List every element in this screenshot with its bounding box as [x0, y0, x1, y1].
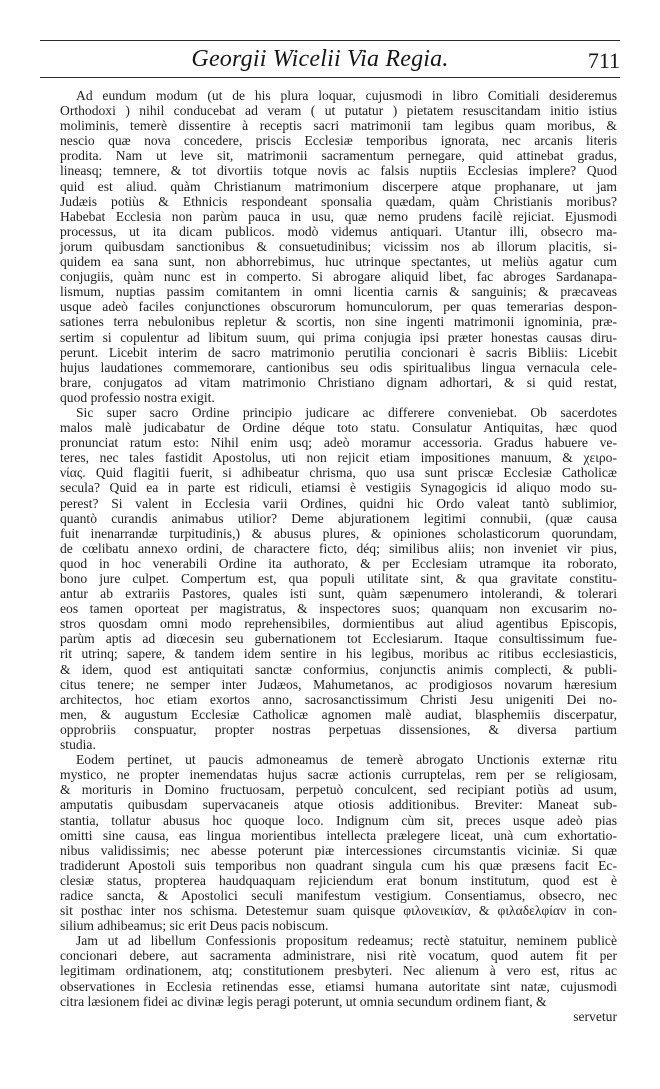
text-line: architectos, hoc etiam exortos anno, sacrosanctissimum Christi Jesu unigeniti Dei no- [60, 691, 617, 707]
text-line: Judæis potiùs & Ethnicis respondeant sponsalia quædam, quàm Christianis moribus? [60, 193, 617, 209]
text-line: citra læsionem fidei ac divinæ legis peragi poterunt, ut omnia secundum ordinem fiant, & [60, 993, 547, 1009]
text-line: perest? Si valent in Ecclesia varii Ordines, quidni hic Ordo valeat tantò sublimior, [60, 495, 617, 511]
text-line: antur ab extrariis Pastores, quales isti sunt, quàm sæpenumero intolerandi, & tolerari [60, 586, 617, 602]
text-line: nibus validissimis; nec abesse poterunt piæ intercessiones circumstantis viciniæ. Si quæ [60, 842, 617, 858]
text-line: concionari debere, aut sacramenta administrare, nisi ritè vocatum, quod autem fit per [60, 948, 617, 964]
body-text [44, 88, 617, 1024]
text-line: perunt. Licebit interim de sacro matrimonio perutilia concionari è sacris Bibliis: Licebit [60, 344, 617, 360]
text-line: nescio quæ nova concedere, priscis Ecclesiæ temporibus ignorata, nec arcanis literis [60, 133, 617, 149]
text-line: studia. [60, 737, 96, 753]
text-line: jorum quibusdam sanctionibus & consuetudinibus; vicissim nos ab illorum placitis, si- [60, 238, 617, 254]
text-line: stros quosdam omni modo reprehensibiles, dormientibus aut aliud agentibus Episcopis, [60, 616, 617, 632]
text-line: & idem, quod est antiquitati sanctæ conformius, conjunctis animis complecti, & publi- [60, 661, 617, 677]
text-line: & morituris in Domino fructuosam, perpetuò conculcent, sed recipiant potiùs ad usum, [60, 782, 617, 798]
text-line: rit utrinq; sapere, & tandem idem sentire in his legibus, moribus ac ritibus ecclesiasticis, [60, 646, 617, 662]
text-line: silium adhibeamus; sic erit Deus pacis nobiscum. [60, 918, 329, 934]
text-line: omitti sine causa, eas lingua morientibus intellecta prælegere liceat, unà cum exhortatio- [60, 827, 617, 843]
header-bottom-rule [40, 77, 620, 78]
text-line: legitimam ordinationem, atq; constitutionem presbyteri. Nec alienum à vero est, ritus ac [60, 963, 617, 979]
text-line: Ad eundum modum (ut de his plura loquar, cujusmodi in libro Comitiali desideremus [76, 88, 617, 103]
text-line: stantia, tollatur abusus hoc quoque loco. Indignum cùm sit, preces usque adeò pias [60, 812, 617, 828]
text-line: Habebat Ecclesia non parùm pauca in usu, quæ nemo prudens facilè rejiciat. Ejusmodi [60, 208, 617, 224]
text-line: sit posthac inter nos schisma. Detestemur suam quisque φιλονεικίαν, & φιλαδελφίαν in con- [60, 903, 617, 919]
text-line: men, & augustum Ecclesiæ Catholicæ agnomen malè audiat, blasphemiis discerpatur, [60, 706, 617, 722]
text-line: tradiderunt Apostoli suis temporibus non quadrant singula cum his quæ præsens facit Ec- [60, 857, 617, 873]
text-line: usque adeò faciles conjunctiones obscurorum homunculorum, per quas temerarias despon- [60, 299, 617, 315]
paragraph-confession [44, 933, 617, 1008]
text-line: quid est aliud. quàm Christianum matrimonium discerpere atque prophanare, ut jam [60, 178, 617, 194]
text-line: radice sancta, & Apostolici seculi manifestum vestigium. Consentiamus, obsecro, nec [60, 887, 617, 903]
header-top-rule [40, 40, 620, 41]
text-line: νίας. Quid flagitii fuerit, si adhibeatur chrisma, quo usa sunt priscæ Ecclesiæ Catholicæ [60, 465, 617, 481]
text-line: de cœlibatu annexo ordini, de charactere ficto, déq; similibus aliis; non inveniet vir pius, [60, 540, 617, 556]
text-line: sationes terra nebulonibus repletur & scortis, non sine ingenti matrimonii ignominia, præ- [60, 314, 617, 330]
text-line: prodita. Nam ut leve sit, matrimonii sacramentum pernegare, quid attinebat gradus, [60, 148, 617, 164]
text-line: Jam ut ad libellum Confessionis propositum redeamus; rectè statuitur, neminem publicè [76, 933, 617, 949]
text-line: Orthodoxi ) nihil conducebat ad veram ( ut putatur ) pietatem resuscitandam initio istius [60, 103, 617, 119]
text-line: mystico, ne propter inemendatas hujus sacræ actionis curruptelas, rem per se religiosam, [60, 767, 617, 783]
text-line: hujus laudationes commemorare, cantionibus seu odis spiritualibus lingua vernacula cele- [60, 359, 617, 375]
running-head [40, 44, 620, 74]
text-line: quantò curandis animabus utilior? Deme abjurationem legitimi connubii, (quæ causa [60, 510, 617, 526]
text-line: moliminis, temerè dissentire à receptis sacri matrimonii tam legibus quam moribus, & [60, 118, 617, 134]
paragraph-marriage [44, 88, 617, 405]
text-line: malos malè judicabatur de Ordine déque toto statu. Consulatur Antiquitas, hæc quod [60, 420, 617, 436]
text-line: parùm aptis ad diœcesin seu gubernationem tot Ecclesiarum. Itaque consultissimum fue- [60, 631, 617, 647]
text-line: lineasq; temnere, & tot divortiis totque novis ac falsis nuptiis Ecclesias implere? Quod [60, 163, 617, 179]
text-line: quidem ea sana sunt, non abhorrebimus, huc utrinque spectantes, ut meliùs agatur cum [60, 254, 617, 270]
text-line: quod in hoc venerabili Ordine ita authorato, & per Ecclesiam utramque ita roborato, [60, 555, 617, 571]
text-line: lismum, nuptias passim comitantem in omni licentia carnis & sanguinis; & præcaveas [60, 284, 617, 300]
text-line: quod professio nostra exigit. [60, 389, 215, 405]
text-line: brare, conjugatos ad vitam matrimonio Christiano dignam adhortari, & si quid restat, [60, 374, 617, 390]
text-line: sertim si copulentur ad libitum suum, qui prima conjugia ipsi præter honestas causas diru- [60, 329, 617, 345]
text-line: eos tamen oporteat per magistratus, & inspectores suos; quanquam non excusarim no- [60, 601, 617, 617]
text-line: Sic super sacro Ordine principio judicare ac differere conveniebat. Ob sacerdotes [76, 404, 617, 420]
paragraph-unction [44, 752, 617, 933]
page-number: 711 [587, 48, 620, 73]
text-line: Eodem pertinet, ut paucis admoneamus de temerè abrogato Unctionis externæ ritu [76, 752, 617, 768]
text-line: citus tenere; ne semper inter Judæos, Mahumetanos, ac prodigiosos novarum hæresium [60, 676, 617, 692]
text-line: clesiæ status, propterea haudquaquam rejiciendum erat bonum institutum, quod est è [60, 872, 617, 888]
text-line: conjugiis, quàm nunc est in comperto. Si abrogare aliquid libet, fac abroges Sardanapa- [60, 269, 617, 285]
text-line: processus, ut ita dicam publicos. modò videmus antiquari. Utantur illi, obsecro ma- [60, 223, 617, 239]
text-line: fuit inenarrandæ turpitudinis,) & abusus plures, & opiniones scholasticorum quorundam, [60, 525, 617, 541]
catchword: servetur [573, 1008, 617, 1024]
running-title: Georgii Wicelii Via Regia. [191, 46, 449, 72]
paragraph-ordination [44, 405, 617, 752]
text-line: amputatis quibusdam supervacaneis atque otiosis additionibus. Breviter: Maneat sub- [60, 797, 617, 813]
text-line: bono jure culpet. Compertum est, qua populi utilitate sint, & qua gravitate constitu- [60, 571, 617, 586]
text-line: opprobriis conspuatur, propter nostras perpetuas dissensiones, & diversa partium [60, 721, 617, 737]
text-line: observationes in Ecclesia retinendas esse, etiamsi humana autoritate sint natæ, cujusmodi [60, 978, 617, 994]
text-line: secula? Quid ea in parte est ridiculi, etiamsi è vestigiis Synagogicis id aliquo modo su- [60, 480, 617, 496]
text-line: pronunciat ratum esto: Nihil enim usq; adeò moramur accessoria. Gradus habuere ve- [60, 435, 617, 451]
text-line: teres, nec tales fastidit Apostolus, uti non rejicit etiam impositiones manuum, & χειρο- [60, 450, 617, 466]
